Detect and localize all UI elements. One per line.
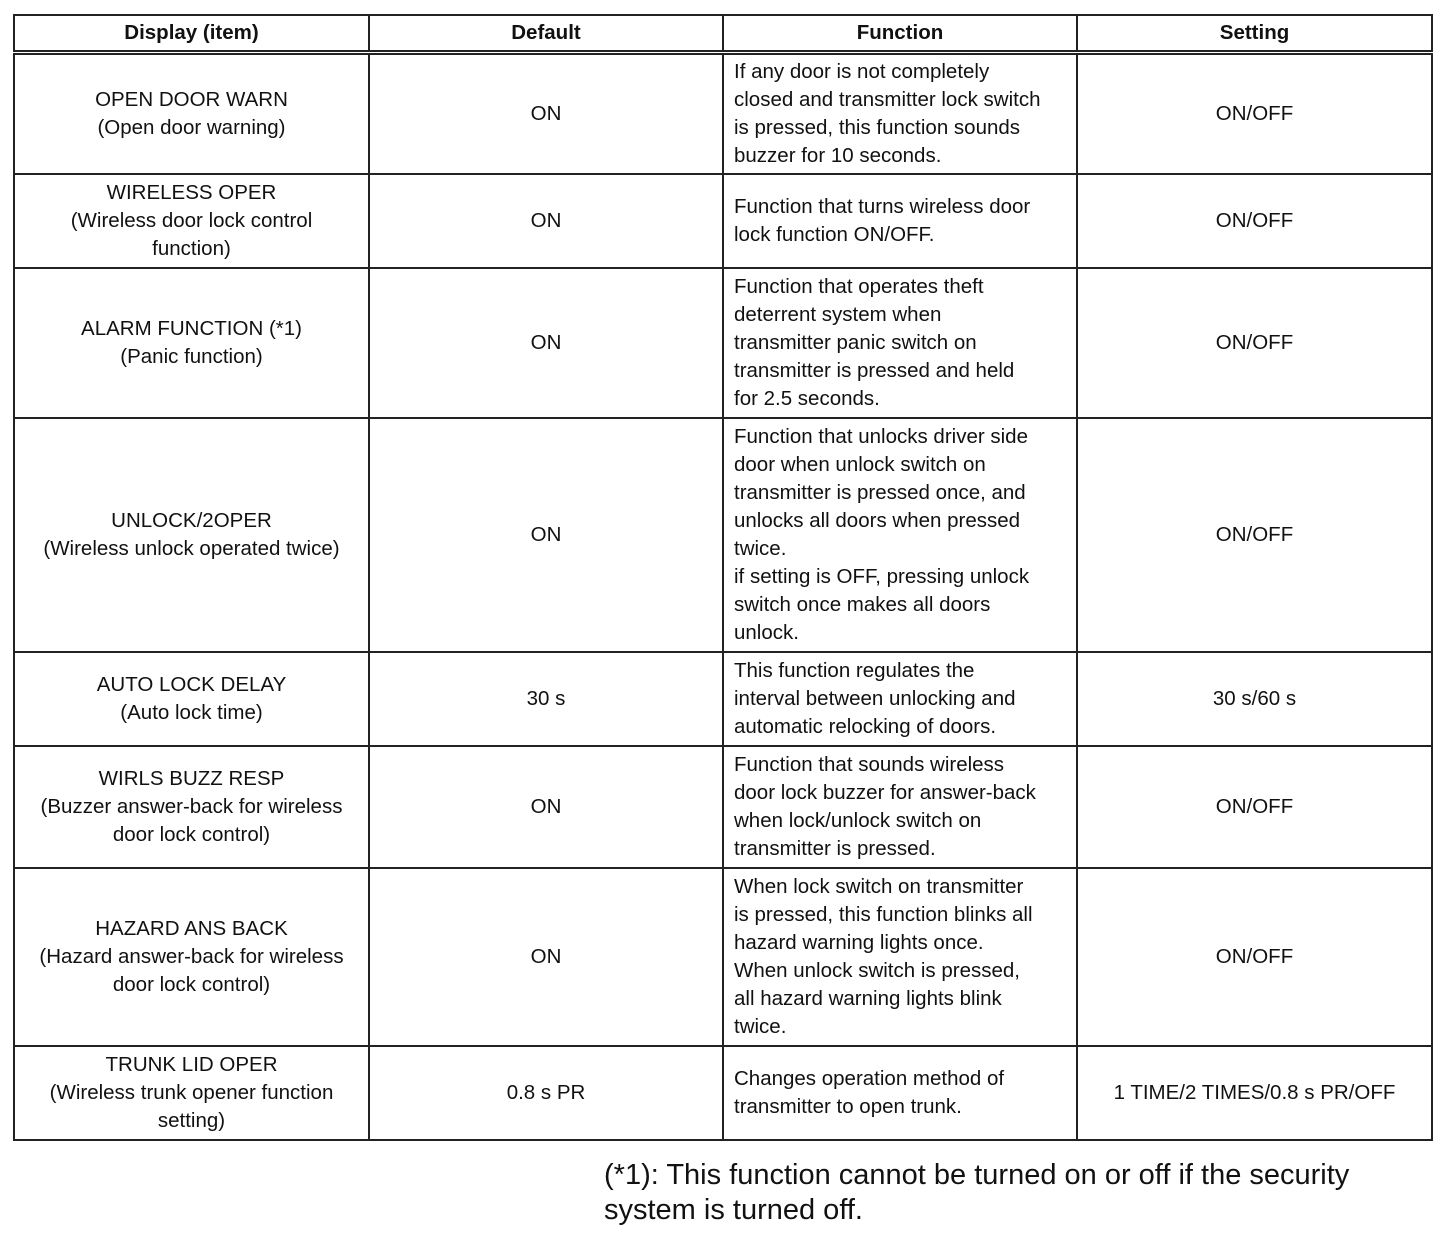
display-line: setting) — [157, 1108, 226, 1132]
function-line: Function that operates theft — [734, 274, 984, 298]
table-row — [14, 652, 1432, 746]
display-line: ALARM FUNCTION (*1) — [81, 316, 302, 340]
function-line: lock function ON/OFF. — [734, 222, 935, 246]
function-line: interval between unlocking and — [734, 686, 1016, 710]
function-line: all hazard warning lights blink — [734, 986, 1002, 1010]
footnote-line: system is turned off. — [604, 1194, 863, 1226]
cell-default: ON — [369, 746, 723, 868]
cell-default: 30 s — [369, 652, 723, 746]
cell-function — [723, 268, 1077, 418]
display-line: (Wireless door lock control — [70, 208, 313, 232]
display-line: HAZARD ANS BACK — [95, 916, 288, 940]
cell-display-item — [14, 53, 369, 174]
display-line: WIRELESS OPER — [106, 180, 277, 204]
display-line: (Wireless trunk opener function — [49, 1080, 334, 1104]
table-header-row — [14, 15, 1432, 53]
cell-setting: ON/OFF — [1077, 746, 1432, 868]
display-line: (Auto lock time) — [120, 700, 263, 724]
table-row — [14, 53, 1432, 174]
header-function: Function — [723, 15, 1077, 53]
function-line: Function that turns wireless door — [734, 194, 1031, 218]
cell-setting: ON/OFF — [1077, 268, 1432, 418]
function-line: transmitter is pressed. — [734, 836, 936, 860]
settings-table — [13, 14, 1433, 1141]
display-line: WIRLS BUZZ RESP — [98, 766, 285, 790]
cell-setting: ON/OFF — [1077, 174, 1432, 268]
header-setting: Setting — [1077, 15, 1432, 53]
cell-function — [723, 652, 1077, 746]
function-line: Function that sounds wireless — [734, 752, 1005, 776]
cell-function — [723, 53, 1077, 174]
cell-setting: ON/OFF — [1077, 53, 1432, 174]
function-line: closed and transmitter lock switch — [734, 87, 1041, 111]
function-line: Function that unlocks driver side — [734, 424, 1028, 448]
function-line: switch once makes all doors — [734, 592, 991, 616]
function-line: is pressed, this function blinks all — [734, 902, 1033, 926]
cell-setting: ON/OFF — [1077, 418, 1432, 652]
function-line: If any door is not completely — [734, 59, 990, 83]
cell-function — [723, 1046, 1077, 1140]
display-line: (Hazard answer-back for wireless — [39, 944, 344, 968]
cell-function — [723, 746, 1077, 868]
function-line: deterrent system when — [734, 302, 942, 326]
cell-function — [723, 868, 1077, 1046]
display-line: door lock control) — [112, 972, 271, 996]
cell-function — [723, 418, 1077, 652]
cell-display-item — [14, 174, 369, 268]
display-line: TRUNK LID OPER — [105, 1052, 278, 1076]
function-line: transmitter panic switch on — [734, 330, 977, 354]
cell-default: ON — [369, 418, 723, 652]
display-line: (Panic function) — [120, 344, 263, 368]
display-line: UNLOCK/2OPER — [111, 508, 272, 532]
cell-default: ON — [369, 868, 723, 1046]
footnote-line: (*1): This function cannot be turned on or off if the security — [604, 1159, 1350, 1191]
function-line: automatic relocking of doors. — [734, 714, 997, 738]
display-line: (Buzzer answer-back for wireless — [40, 794, 343, 818]
display-line: door lock control) — [112, 822, 271, 846]
table-row — [14, 268, 1432, 418]
table-row — [14, 418, 1432, 652]
cell-setting: ON/OFF — [1077, 868, 1432, 1046]
function-line: door when unlock switch on — [734, 452, 986, 476]
function-line: twice. — [734, 1014, 787, 1038]
function-line: when lock/unlock switch on — [734, 808, 982, 832]
cell-default: ON — [369, 53, 723, 174]
function-line: When lock switch on transmitter — [734, 874, 1024, 898]
function-line: is pressed, this function sounds — [734, 115, 1021, 139]
cell-function — [723, 174, 1077, 268]
function-line: for 2.5 seconds. — [734, 386, 880, 410]
cell-display-item — [14, 746, 369, 868]
cell-default: 0.8 s PR — [369, 1046, 723, 1140]
cell-display-item — [14, 1046, 369, 1140]
function-line: When unlock switch is pressed, — [734, 958, 1020, 982]
cell-display-item — [14, 418, 369, 652]
cell-setting: 30 s/60 s — [1077, 652, 1432, 746]
function-line: transmitter is pressed once, and — [734, 480, 1026, 504]
cell-display-item — [14, 652, 369, 746]
display-line: (Open door warning) — [97, 115, 286, 139]
function-line: buzzer for 10 seconds. — [734, 143, 942, 167]
function-line: if setting is OFF, pressing unlock — [734, 564, 1030, 588]
display-line: (Wireless unlock operated twice) — [43, 536, 340, 560]
table-row — [14, 174, 1432, 268]
function-line: twice. — [734, 536, 787, 560]
display-line: function) — [152, 236, 231, 260]
function-line: transmitter to open trunk. — [734, 1094, 962, 1118]
function-line: transmitter is pressed and held — [734, 358, 1015, 382]
cell-default: ON — [369, 174, 723, 268]
function-line: Changes operation method of — [734, 1066, 1005, 1090]
display-line: AUTO LOCK DELAY — [96, 672, 287, 696]
table-row — [14, 746, 1432, 868]
cell-setting: 1 TIME/2 TIMES/0.8 s PR/OFF — [1077, 1046, 1432, 1140]
cell-display-item — [14, 268, 369, 418]
header-default: Default — [369, 15, 723, 53]
function-line: unlocks all doors when pressed — [734, 508, 1021, 532]
function-line: This function regulates the — [734, 658, 975, 682]
function-line: hazard warning lights once. — [734, 930, 984, 954]
footnote — [604, 1158, 1424, 1228]
function-line: door lock buzzer for answer-back — [734, 780, 1036, 804]
cell-display-item — [14, 868, 369, 1046]
display-line: OPEN DOOR WARN — [95, 87, 288, 111]
function-line: unlock. — [734, 620, 799, 644]
cell-default: ON — [369, 268, 723, 418]
table-row — [14, 868, 1432, 1046]
table-row — [14, 1046, 1432, 1140]
header-display: Display (item) — [14, 15, 369, 53]
